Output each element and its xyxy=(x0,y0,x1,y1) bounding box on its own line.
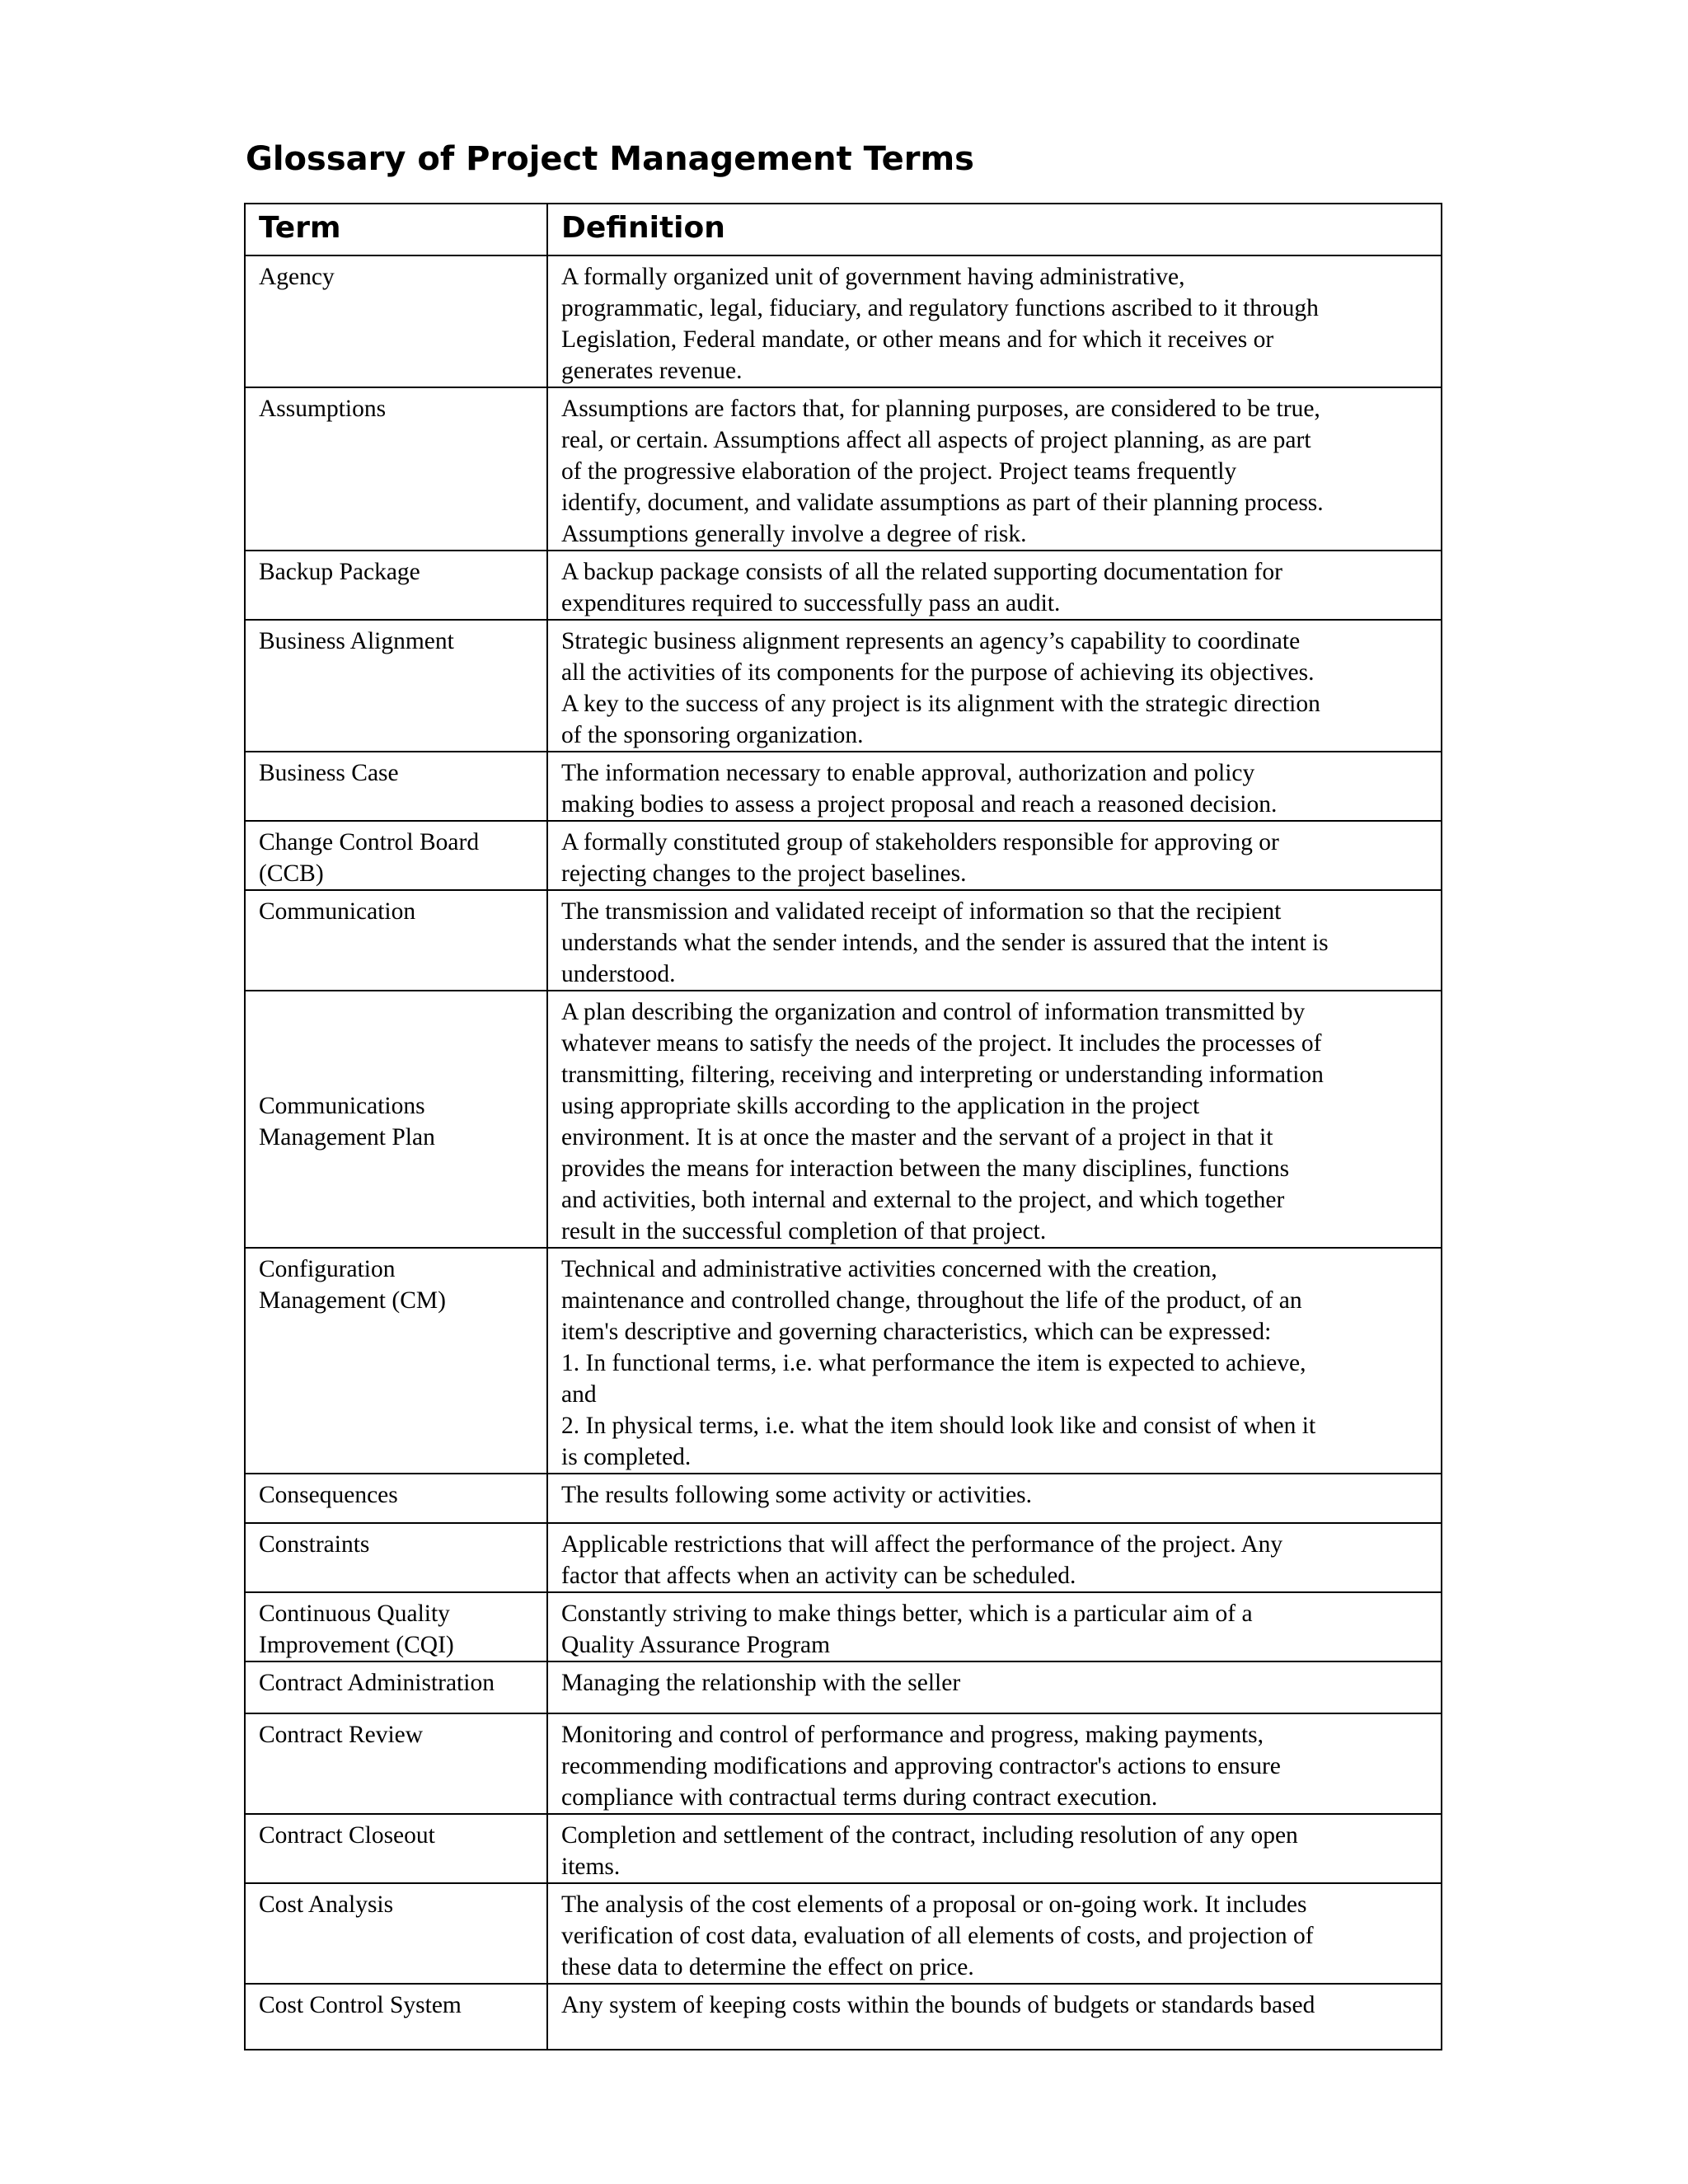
term-cell xyxy=(245,387,547,551)
glossary-table xyxy=(244,203,1442,2050)
definition-line: expenditures required to successfully pass an audit. xyxy=(561,590,1061,616)
definition-cell xyxy=(547,752,1442,821)
definition-line: is completed. xyxy=(561,1444,692,1470)
definition-line: rejecting changes to the project baselines. xyxy=(561,860,967,887)
definition-cell xyxy=(547,255,1442,387)
term-text: Constraints xyxy=(259,1531,370,1558)
page-title: Glossary of Project Management Terms xyxy=(246,140,974,178)
definition-line: Any system of keeping costs within the bounds of budgets or standards based xyxy=(561,1992,1315,2018)
term-cell xyxy=(245,1248,547,1474)
definition-cell xyxy=(547,991,1442,1248)
term-text: Cost Control System xyxy=(259,1992,462,2018)
definition-line: real, or certain. Assumptions affect all aspects of project planning, as are part xyxy=(561,427,1311,453)
term-text: Agency xyxy=(259,264,335,290)
term-cell xyxy=(245,1984,547,2050)
term-cell xyxy=(245,752,547,821)
definition-line: A formally constituted group of stakeholders responsible for approving or xyxy=(561,829,1279,855)
definition-line: understood. xyxy=(561,961,676,987)
term-cell xyxy=(245,1592,547,1661)
definition-line: identify, document, and validate assumptions as part of their planning process. xyxy=(561,490,1324,516)
term-cell xyxy=(245,620,547,752)
definition-cell xyxy=(547,387,1442,551)
definition-line: transmitting, filtering, receiving and interpreting or understanding information xyxy=(561,1062,1324,1088)
definition-line: Constantly striving to make things better, which is a particular aim of a xyxy=(561,1601,1253,1627)
term-line: Management (CM) xyxy=(259,1287,446,1314)
term-text: Cost Analysis xyxy=(259,1891,394,1918)
definition-line: Technical and administrative activities concerned with the creation, xyxy=(561,1256,1217,1282)
glossary-row xyxy=(245,1248,1442,1474)
term-cell xyxy=(245,821,547,890)
term-cell xyxy=(245,1883,547,1984)
definition-line: Assumptions generally involve a degree of risk. xyxy=(561,521,1027,547)
definition-line: Legislation, Federal mandate, or other means and for which it receives or xyxy=(561,326,1274,353)
definition-line: provides the means for interaction between the many disciplines, functions xyxy=(561,1155,1290,1182)
definition-cell xyxy=(547,890,1442,991)
definition-line: result in the successful completion of that project. xyxy=(561,1218,1047,1244)
term-line: Improvement (CQI) xyxy=(259,1632,454,1658)
term-line: Continuous Quality xyxy=(259,1601,450,1627)
glossary-row xyxy=(245,890,1442,991)
term-cell xyxy=(245,255,547,387)
definition-column-header: Definition xyxy=(547,204,1442,255)
term-cell xyxy=(245,1814,547,1883)
definition-line: factor that affects when an activity can be scheduled. xyxy=(561,1563,1076,1589)
glossary-row xyxy=(245,1713,1442,1814)
definition-cell xyxy=(547,821,1442,890)
definition-line: verification of cost data, evaluation of all elements of costs, and projection of xyxy=(561,1923,1314,1949)
glossary-row xyxy=(245,1474,1442,1523)
glossary-row xyxy=(245,1814,1442,1883)
definition-line: of the progressive elaboration of the project. Project teams frequently xyxy=(561,458,1237,485)
term-line: (CCB) xyxy=(259,860,324,887)
term-line: Configuration xyxy=(259,1256,396,1282)
glossary-row xyxy=(245,1523,1442,1592)
definition-line: Quality Assurance Program xyxy=(561,1632,831,1658)
term-text: Business Alignment xyxy=(259,628,454,654)
definition-line: items. xyxy=(561,1854,621,1880)
term-text: Contract Closeout xyxy=(259,1822,435,1849)
definition-line: maintenance and controlled change, throughout the life of the product, of an xyxy=(561,1287,1302,1314)
definition-cell xyxy=(547,1248,1442,1474)
definition-cell xyxy=(547,1592,1442,1661)
term-column-header: Term xyxy=(245,204,547,255)
term-cell xyxy=(245,991,547,1248)
definition-line: of the sponsoring organization. xyxy=(561,722,864,748)
glossary-row xyxy=(245,1592,1442,1661)
definition-line: Completion and settlement of the contract, including resolution of any open xyxy=(561,1822,1298,1849)
term-line: Change Control Board xyxy=(259,829,480,855)
glossary-row xyxy=(245,620,1442,752)
definition-line: A plan describing the organization and control of information transmitted by xyxy=(561,999,1306,1025)
glossary-row xyxy=(245,1883,1442,1984)
definition-line: these data to determine the effect on price. xyxy=(561,1954,974,1980)
definition-cell xyxy=(547,1814,1442,1883)
term-text: Contract Administration xyxy=(259,1670,495,1696)
definition-line: compliance with contractual terms during contract execution. xyxy=(561,1784,1158,1811)
definition-line: programmatic, legal, fiduciary, and regulatory functions ascribed to it through xyxy=(561,295,1319,321)
definition-line: Assumptions are factors that, for planning purposes, are considered to be true, xyxy=(561,396,1320,422)
term-line: Management Plan xyxy=(259,1124,435,1151)
definition-line: environment. It is at once the master and the servant of a project in that it xyxy=(561,1124,1273,1151)
definition-cell xyxy=(547,1713,1442,1814)
definition-line: Strategic business alignment represents an agency’s capability to coordinate xyxy=(561,628,1301,654)
term-cell xyxy=(245,551,547,620)
definition-line: understands what the sender intends, and the sender is assured that the intent is xyxy=(561,930,1329,956)
definition-line: whatever means to satisfy the needs of the project. It includes the processes of xyxy=(561,1030,1322,1057)
glossary-row xyxy=(245,1661,1442,1713)
glossary-row xyxy=(245,255,1442,387)
definition-line: Managing the relationship with the seller xyxy=(561,1670,961,1696)
glossary-row xyxy=(245,821,1442,890)
definition-line: all the activities of its components for the purpose of achieving its objectives. xyxy=(561,659,1315,686)
definition-cell xyxy=(547,1984,1442,2050)
definition-line: A backup package consists of all the related supporting documentation for xyxy=(561,559,1282,585)
term-text: Backup Package xyxy=(259,559,420,585)
term-line: Communications xyxy=(259,1093,425,1119)
glossary-row xyxy=(245,1984,1442,2050)
definition-line: generates revenue. xyxy=(561,358,743,384)
term-cell xyxy=(245,890,547,991)
term-cell xyxy=(245,1713,547,1814)
definition-line: Applicable restrictions that will affect the performance of the project. Any xyxy=(561,1531,1283,1558)
term-cell xyxy=(245,1523,547,1592)
glossary-row xyxy=(245,387,1442,551)
glossary-row xyxy=(245,752,1442,821)
definition-line: The information necessary to enable approval, authorization and policy xyxy=(561,760,1255,786)
definition-line: and xyxy=(561,1381,597,1408)
glossary-row xyxy=(245,551,1442,620)
term-cell xyxy=(245,1474,547,1523)
table-header-row xyxy=(245,204,1442,255)
definition-line: The transmission and validated receipt of information so that the recipient xyxy=(561,898,1282,925)
term-cell xyxy=(245,1661,547,1713)
definition-line: A formally organized unit of government having administrative, xyxy=(561,264,1185,290)
definition-line: and activities, both internal and external to the project, and which together xyxy=(561,1187,1285,1213)
glossary-row xyxy=(245,991,1442,1248)
definition-line: The analysis of the cost elements of a proposal or on-going work. It includes xyxy=(561,1891,1307,1918)
term-text: Communication xyxy=(259,898,416,925)
definition-line: 2. In physical terms, i.e. what the item should look like and consist of when it xyxy=(561,1413,1316,1439)
term-text: Consequences xyxy=(259,1482,398,1508)
definition-cell xyxy=(547,1883,1442,1984)
definition-line: making bodies to assess a project proposal and reach a reasoned decision. xyxy=(561,791,1278,818)
definition-cell xyxy=(547,1474,1442,1523)
definition-line: Monitoring and control of performance and progress, making payments, xyxy=(561,1722,1264,1748)
definition-cell xyxy=(547,620,1442,752)
definition-line: The results following some activity or activities. xyxy=(561,1482,1033,1508)
term-text: Contract Review xyxy=(259,1722,424,1748)
glossary-body xyxy=(245,255,1442,2050)
definition-cell xyxy=(547,1661,1442,1713)
term-text: Business Case xyxy=(259,760,399,786)
term-text: Assumptions xyxy=(259,396,387,422)
definition-line: recommending modifications and approving contractor's actions to ensure xyxy=(561,1753,1281,1779)
definition-line: item's descriptive and governing characteristics, which can be expressed: xyxy=(561,1319,1272,1345)
definition-line: 1. In functional terms, i.e. what performance the item is expected to achieve, xyxy=(561,1350,1306,1376)
definition-cell xyxy=(547,1523,1442,1592)
definition-line: using appropriate skills according to the application in the project xyxy=(561,1093,1200,1119)
definition-cell xyxy=(547,551,1442,620)
definition-line: A key to the success of any project is its alignment with the strategic direction xyxy=(561,691,1320,717)
